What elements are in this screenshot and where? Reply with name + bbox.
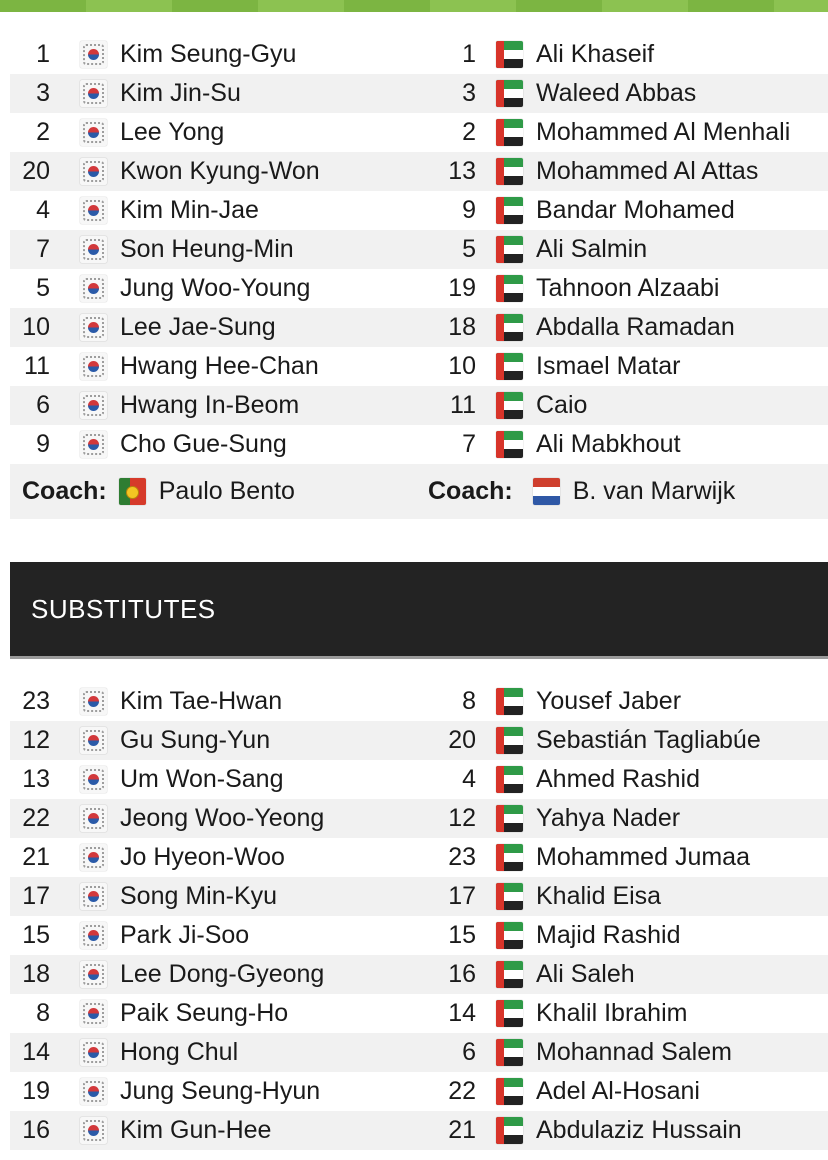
shirt-number: 6 bbox=[36, 391, 50, 419]
south-korea-flag-icon bbox=[80, 883, 107, 910]
away-player bbox=[428, 760, 828, 799]
player-row bbox=[10, 682, 828, 721]
player-name[interactable]: Yousef Jaber bbox=[536, 687, 682, 715]
away-coach-name[interactable]: B. van Marwijk bbox=[572, 477, 736, 505]
away-player bbox=[428, 721, 828, 760]
away-player bbox=[428, 1072, 828, 1111]
uae-flag-icon bbox=[496, 1117, 523, 1144]
south-korea-flag-icon bbox=[80, 80, 107, 107]
shirt-number: 22 bbox=[22, 804, 50, 832]
player-row bbox=[10, 74, 828, 113]
away-player bbox=[428, 386, 828, 425]
player-name[interactable]: Khalil Ibrahim bbox=[536, 999, 688, 1027]
shirt-number: 19 bbox=[22, 1077, 50, 1105]
substitutes-list bbox=[10, 682, 828, 1150]
player-name[interactable]: Cho Gue-Sung bbox=[120, 430, 287, 458]
player-name[interactable]: Paik Seung-Ho bbox=[120, 999, 289, 1027]
shirt-number: 17 bbox=[448, 882, 476, 910]
south-korea-flag-icon bbox=[80, 1078, 107, 1105]
shirt-number: 6 bbox=[462, 1038, 476, 1066]
player-name[interactable]: Mohammed Jumaa bbox=[536, 843, 750, 871]
away-player bbox=[428, 994, 828, 1033]
player-row bbox=[10, 386, 828, 425]
south-korea-flag-icon bbox=[80, 275, 107, 302]
away-player bbox=[428, 113, 828, 152]
player-name[interactable]: Ismael Matar bbox=[536, 352, 681, 380]
uae-flag-icon bbox=[496, 766, 523, 793]
home-player bbox=[10, 838, 428, 877]
top-accent-bar bbox=[0, 0, 828, 12]
player-name[interactable]: Hwang Hee-Chan bbox=[120, 352, 319, 380]
shirt-number: 16 bbox=[22, 1116, 50, 1144]
coaches-row-container bbox=[10, 464, 828, 519]
coach-label: Coach: bbox=[428, 477, 513, 505]
shirt-number: 13 bbox=[22, 765, 50, 793]
player-name[interactable]: Hong Chul bbox=[120, 1038, 239, 1066]
coaches-row bbox=[10, 464, 828, 519]
home-coach bbox=[10, 464, 428, 519]
player-row bbox=[10, 721, 828, 760]
player-name[interactable]: Mohammed Al Menhali bbox=[536, 118, 791, 146]
away-player bbox=[428, 191, 828, 230]
south-korea-flag-icon bbox=[80, 688, 107, 715]
south-korea-flag-icon bbox=[80, 922, 107, 949]
away-player bbox=[428, 347, 828, 386]
player-row bbox=[10, 269, 828, 308]
shirt-number: 17 bbox=[22, 882, 50, 910]
starting-lineup bbox=[10, 35, 828, 464]
south-korea-flag-icon bbox=[80, 766, 107, 793]
player-name[interactable]: Tahnoon Alzaabi bbox=[536, 274, 720, 302]
player-row bbox=[10, 799, 828, 838]
shirt-number: 9 bbox=[462, 196, 476, 224]
uae-flag-icon bbox=[496, 922, 523, 949]
player-row bbox=[10, 425, 828, 464]
player-row bbox=[10, 308, 828, 347]
uae-flag-icon bbox=[496, 805, 523, 832]
player-row bbox=[10, 35, 828, 74]
away-player bbox=[428, 74, 828, 113]
uae-flag-icon bbox=[496, 236, 523, 263]
player-name[interactable]: Abdulaziz Hussain bbox=[536, 1116, 742, 1144]
away-player bbox=[428, 955, 828, 994]
player-name[interactable]: Waleed Abbas bbox=[536, 79, 697, 107]
south-korea-flag-icon bbox=[80, 1117, 107, 1144]
home-player bbox=[10, 347, 428, 386]
shirt-number: 12 bbox=[448, 804, 476, 832]
south-korea-flag-icon bbox=[80, 431, 107, 458]
player-row bbox=[10, 838, 828, 877]
player-name[interactable]: Abdalla Ramadan bbox=[536, 313, 735, 341]
shirt-number: 3 bbox=[462, 79, 476, 107]
home-player bbox=[10, 994, 428, 1033]
uae-flag-icon bbox=[496, 275, 523, 302]
player-name[interactable]: Adel Al-Hosani bbox=[536, 1077, 700, 1105]
player-name[interactable]: Khalid Eisa bbox=[536, 882, 662, 910]
player-name[interactable]: Ali Mabkhout bbox=[536, 430, 681, 458]
shirt-number: 8 bbox=[36, 999, 50, 1027]
uae-flag-icon bbox=[496, 80, 523, 107]
south-korea-flag-icon bbox=[80, 727, 107, 754]
player-row bbox=[10, 1072, 828, 1111]
player-name[interactable]: Son Heung-Min bbox=[120, 235, 294, 263]
player-name[interactable]: Mohannad Salem bbox=[536, 1038, 732, 1066]
shirt-number: 4 bbox=[462, 765, 476, 793]
player-name[interactable]: Kim Min-Jae bbox=[120, 196, 259, 224]
home-player bbox=[10, 877, 428, 916]
player-name[interactable]: Ali Salmin bbox=[536, 235, 648, 263]
home-player bbox=[10, 1033, 428, 1072]
shirt-number: 21 bbox=[448, 1116, 476, 1144]
player-row bbox=[10, 347, 828, 386]
home-player bbox=[10, 916, 428, 955]
south-korea-flag-icon bbox=[80, 805, 107, 832]
shirt-number: 8 bbox=[462, 687, 476, 715]
home-player bbox=[10, 386, 428, 425]
shirt-number: 15 bbox=[22, 921, 50, 949]
away-player bbox=[428, 308, 828, 347]
player-row bbox=[10, 113, 828, 152]
home-player bbox=[10, 760, 428, 799]
player-name[interactable]: Ali Khaseif bbox=[536, 40, 655, 68]
player-row bbox=[10, 1111, 828, 1150]
uae-flag-icon bbox=[496, 961, 523, 988]
player-name[interactable]: Jeong Woo-Yeong bbox=[120, 804, 325, 832]
away-player bbox=[428, 1111, 828, 1150]
uae-flag-icon bbox=[496, 688, 523, 715]
away-player bbox=[428, 269, 828, 308]
south-korea-flag-icon bbox=[80, 197, 107, 224]
uae-flag-icon bbox=[496, 158, 523, 185]
player-name[interactable]: Kim Seung-Gyu bbox=[120, 40, 297, 68]
away-player bbox=[428, 682, 828, 721]
uae-flag-icon bbox=[496, 727, 523, 754]
home-player bbox=[10, 308, 428, 347]
player-name[interactable]: Kim Gun-Hee bbox=[120, 1116, 272, 1144]
player-name[interactable]: Caio bbox=[536, 391, 588, 419]
player-row bbox=[10, 994, 828, 1033]
home-player bbox=[10, 269, 428, 308]
shirt-number: 14 bbox=[22, 1038, 50, 1066]
shirt-number: 1 bbox=[36, 40, 50, 68]
shirt-number: 16 bbox=[448, 960, 476, 988]
home-player bbox=[10, 113, 428, 152]
player-name[interactable]: Kim Tae-Hwan bbox=[120, 687, 283, 715]
home-player bbox=[10, 152, 428, 191]
shirt-number: 21 bbox=[22, 843, 50, 871]
away-player bbox=[428, 1033, 828, 1072]
away-player bbox=[428, 877, 828, 916]
shirt-number: 4 bbox=[36, 196, 50, 224]
away-player bbox=[428, 35, 828, 74]
player-row bbox=[10, 152, 828, 191]
shirt-number: 2 bbox=[462, 118, 476, 146]
shirt-number: 23 bbox=[448, 843, 476, 871]
player-row bbox=[10, 1033, 828, 1072]
away-coach bbox=[428, 464, 828, 519]
south-korea-flag-icon bbox=[80, 1000, 107, 1027]
home-player bbox=[10, 230, 428, 269]
player-name[interactable]: Hwang In-Beom bbox=[120, 391, 300, 419]
uae-flag-icon bbox=[496, 353, 523, 380]
shirt-number: 11 bbox=[24, 352, 50, 380]
uae-flag-icon bbox=[496, 844, 523, 871]
player-name[interactable]: Kwon Kyung-Won bbox=[120, 157, 320, 185]
shirt-number: 12 bbox=[22, 726, 50, 754]
shirt-number: 14 bbox=[448, 999, 476, 1027]
south-korea-flag-icon bbox=[80, 314, 107, 341]
netherlands-flag-icon bbox=[533, 478, 560, 505]
south-korea-flag-icon bbox=[80, 961, 107, 988]
uae-flag-icon bbox=[496, 119, 523, 146]
player-name[interactable]: Jung Seung-Hyun bbox=[120, 1077, 321, 1105]
player-row bbox=[10, 955, 828, 994]
shirt-number: 20 bbox=[448, 726, 476, 754]
substitutes-title: SUBSTITUTES bbox=[31, 593, 216, 624]
shirt-number: 2 bbox=[36, 118, 50, 146]
away-player bbox=[428, 916, 828, 955]
away-player bbox=[428, 425, 828, 464]
shirt-number: 10 bbox=[448, 352, 476, 380]
home-player bbox=[10, 425, 428, 464]
uae-flag-icon bbox=[496, 314, 523, 341]
player-name[interactable]: Lee Yong bbox=[120, 118, 225, 146]
shirt-number: 7 bbox=[462, 430, 476, 458]
player-name[interactable]: Yahya Nader bbox=[536, 804, 681, 832]
portugal-flag-icon bbox=[119, 478, 146, 505]
home-player bbox=[10, 1111, 428, 1150]
home-player bbox=[10, 74, 428, 113]
uae-flag-icon bbox=[496, 431, 523, 458]
home-player bbox=[10, 721, 428, 760]
away-player bbox=[428, 230, 828, 269]
shirt-number: 22 bbox=[448, 1077, 476, 1105]
shirt-number: 5 bbox=[462, 235, 476, 263]
uae-flag-icon bbox=[496, 1039, 523, 1066]
player-name[interactable]: Jung Woo-Young bbox=[120, 274, 311, 302]
player-name[interactable]: Lee Dong-Gyeong bbox=[120, 960, 325, 988]
shirt-number: 13 bbox=[448, 157, 476, 185]
south-korea-flag-icon bbox=[80, 158, 107, 185]
player-name[interactable]: Song Min-Kyu bbox=[120, 882, 278, 910]
uae-flag-icon bbox=[496, 1078, 523, 1105]
shirt-number: 18 bbox=[448, 313, 476, 341]
player-row bbox=[10, 916, 828, 955]
south-korea-flag-icon bbox=[80, 1039, 107, 1066]
player-name[interactable]: Majid Rashid bbox=[536, 921, 681, 949]
player-row bbox=[10, 230, 828, 269]
south-korea-flag-icon bbox=[80, 119, 107, 146]
player-name[interactable]: Sebastián Tagliabúe bbox=[536, 726, 761, 754]
player-name[interactable]: Kim Jin-Su bbox=[120, 79, 241, 107]
player-name[interactable]: Park Ji-Soo bbox=[120, 921, 250, 949]
coach-label: Coach: bbox=[22, 477, 107, 505]
uae-flag-icon bbox=[496, 392, 523, 419]
shirt-number: 23 bbox=[22, 687, 50, 715]
player-row bbox=[10, 877, 828, 916]
south-korea-flag-icon bbox=[80, 41, 107, 68]
shirt-number: 9 bbox=[36, 430, 50, 458]
south-korea-flag-icon bbox=[80, 353, 107, 380]
player-row bbox=[10, 760, 828, 799]
away-player bbox=[428, 838, 828, 877]
shirt-number: 15 bbox=[448, 921, 476, 949]
away-player bbox=[428, 152, 828, 191]
player-name[interactable]: Jo Hyeon-Woo bbox=[120, 843, 285, 871]
shirt-number: 19 bbox=[448, 274, 476, 302]
substitutes-header bbox=[10, 562, 828, 659]
player-name[interactable]: Ahmed Rashid bbox=[536, 765, 700, 793]
home-player bbox=[10, 955, 428, 994]
south-korea-flag-icon bbox=[80, 844, 107, 871]
uae-flag-icon bbox=[496, 1000, 523, 1027]
home-player bbox=[10, 191, 428, 230]
uae-flag-icon bbox=[496, 883, 523, 910]
shirt-number: 10 bbox=[22, 313, 50, 341]
shirt-number: 18 bbox=[22, 960, 50, 988]
player-row bbox=[10, 191, 828, 230]
uae-flag-icon bbox=[496, 41, 523, 68]
shirt-number: 1 bbox=[462, 40, 476, 68]
player-name[interactable]: Ali Saleh bbox=[536, 960, 635, 988]
home-coach-name[interactable]: Paulo Bento bbox=[158, 477, 295, 505]
player-name[interactable]: Lee Jae-Sung bbox=[120, 313, 276, 341]
player-name[interactable]: Bandar Mohamed bbox=[536, 196, 735, 224]
player-name[interactable]: Gu Sung-Yun bbox=[120, 726, 271, 754]
shirt-number: 3 bbox=[36, 79, 50, 107]
uae-flag-icon bbox=[496, 197, 523, 224]
home-player bbox=[10, 35, 428, 74]
shirt-number: 5 bbox=[36, 274, 50, 302]
south-korea-flag-icon bbox=[80, 236, 107, 263]
home-player bbox=[10, 1072, 428, 1111]
home-player bbox=[10, 682, 428, 721]
south-korea-flag-icon bbox=[80, 392, 107, 419]
home-player bbox=[10, 799, 428, 838]
shirt-number: 11 bbox=[450, 391, 476, 419]
player-name[interactable]: Um Won-Sang bbox=[120, 765, 284, 793]
shirt-number: 20 bbox=[22, 157, 50, 185]
player-name[interactable]: Mohammed Al Attas bbox=[536, 157, 759, 185]
away-player bbox=[428, 799, 828, 838]
shirt-number: 7 bbox=[36, 235, 50, 263]
